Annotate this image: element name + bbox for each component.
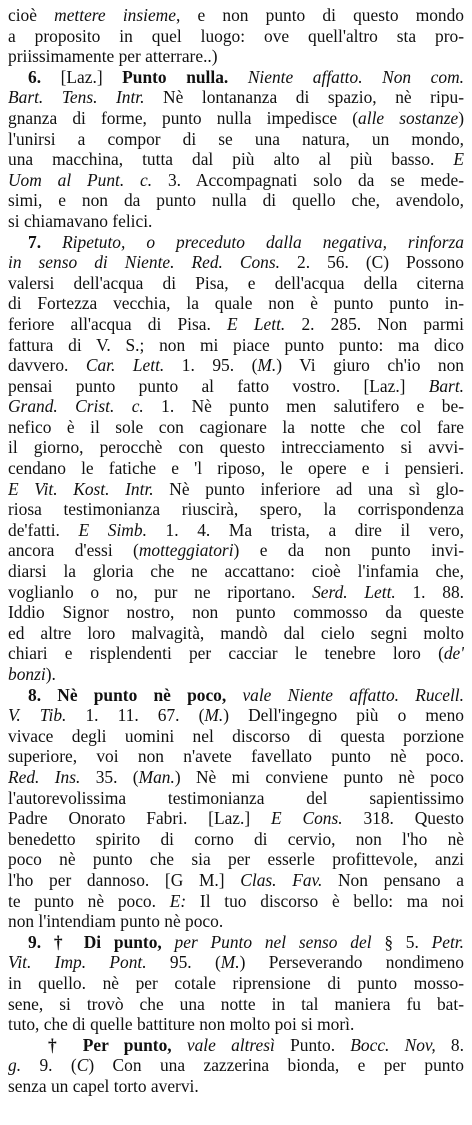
text-line: chiari e risplendenti per cacciar le tenebre loro (de' bbox=[8, 643, 464, 664]
text-line: cendano le fatiche e 'l riposo, le opere e i pensieri. bbox=[8, 458, 464, 479]
text-line: superiore, voi non n'avete favellato punto nè poco. bbox=[8, 746, 464, 767]
text-line: poco nè punto che sia per esserle profittevole, anzi bbox=[8, 849, 464, 870]
text-line: davvero. Car. Lett. 1. 95. (M.) Vi giuro ch'io non bbox=[8, 355, 464, 376]
text-line: riosa testimonianza riuscirà, spero, la corrispondenza bbox=[8, 499, 464, 520]
text-line: † Per punto, vale altresì Punto. Bocc. Nov, 8. bbox=[48, 1034, 464, 1055]
text-line: voglianlo o no, pur ne riportano. Serd. Lett. 1. 88. bbox=[8, 581, 464, 602]
text-line: ancora d'essi (motteggiatori) e da non punto invi- bbox=[8, 540, 464, 561]
text-line: gnanza di forme, punto nulla impedisce (alle sostanze) bbox=[8, 107, 464, 128]
text-line: 6. [Laz.] Punto nulla. Niente affatto. Non com. bbox=[28, 66, 464, 87]
text-line: fattura di V. S.; non mi piace punto punto: ma dico bbox=[8, 334, 464, 355]
text-line: Red. Ins. 35. (Man.) Nè mi conviene punto nè poco bbox=[8, 766, 464, 787]
text-line: Uom al Punt. c. 3. Accompagnati solo da se mede- bbox=[8, 169, 464, 190]
text-line: te punto nè poco. E: Il tuo discorso è bello: ma noi bbox=[8, 890, 464, 911]
text-line: si chiamavano felici. bbox=[8, 210, 153, 231]
text-line: valersi dell'acqua di Pisa, e dell'acqua della citerna bbox=[8, 272, 464, 293]
text-line: Iddio Signor nostro, non punto commosso da queste bbox=[8, 602, 464, 623]
text-line: Bart. Tens. Intr. Nè lontananza di spazio, nè ripu- bbox=[8, 87, 464, 108]
text-line: E Vit. Kost. Intr. Nè punto inferiore ad una sì glo- bbox=[8, 478, 464, 499]
text-line: nefico è il sole con cagionare la notte che col fare bbox=[8, 416, 464, 437]
text-line: in senso di Niente. Red. Cons. 2. 56. (C) Possono bbox=[8, 252, 464, 273]
text-line: feriore all'acqua di Pisa. E Lett. 2. 285. Non parmi bbox=[8, 313, 464, 334]
text-line: de'fatti. E Simb. 1. 4. Ma trista, a dire il vero, bbox=[8, 519, 464, 540]
text-line: vivace degli uomini nel discorso di questa porzione bbox=[8, 725, 464, 746]
text-line: 7. Ripetuto, o preceduto dalla negativa, rinforza bbox=[28, 231, 464, 252]
text-line: sene, si trovò che una notte in tal maniera fu bat- bbox=[8, 993, 464, 1014]
text-line: di Fortezza vecchia, la quale non è punto punto in- bbox=[8, 293, 464, 314]
text-line: pensai punto punto al fatto vostro. [Laz.] Bart. bbox=[8, 375, 464, 396]
text-line: una macchina, tutta dal più alto al più basso. E bbox=[8, 149, 464, 170]
text-line: in quello. nè per cotale riprensione di punto mosso- bbox=[8, 972, 464, 993]
text-line: Grand. Crist. c. 1. Nè punto men salutifero e be- bbox=[8, 396, 464, 417]
text-line: bonzi). bbox=[8, 664, 56, 684]
text-line: il giorno, perocchè con questo intrecciamento si avvi- bbox=[8, 437, 464, 458]
text-line: diarsi la gloria che ne accattano: cioè l'infamia che, bbox=[8, 561, 464, 582]
text-line: non l'intendiam punto nè poco. bbox=[8, 911, 224, 932]
text-line: priissimamente per atterrare..) bbox=[8, 46, 218, 67]
text-line: cioè mettere insieme, e non punto di questo mondo bbox=[8, 5, 464, 25]
text-line: a proposito in quel luogo: ove quell'altro sta pro- bbox=[8, 25, 464, 46]
text-line: l'autorevolissima testimonianza del sapientissimo bbox=[8, 787, 464, 808]
text-line: senza un capel torto avervi. bbox=[8, 1075, 199, 1096]
text-line: g. 9. (C) Con una zazzerina bionda, e per punto bbox=[8, 1055, 464, 1076]
text-line: benedetto spirito di corno di cervio, non l'ho nè bbox=[8, 828, 464, 849]
text-line: 8. Nè punto nè poco, vale Niente affatto. Rucell. bbox=[28, 684, 464, 705]
text-line: 9. † Di punto, per Punto nel senso del § 5. Petr. bbox=[28, 931, 464, 952]
text-line: ed altre loro malvagità, mandò dal cielo segni molto bbox=[8, 622, 464, 643]
text-line: Padre Onorato Fabri. [Laz.] E Cons. 318. Questo bbox=[8, 808, 464, 829]
text-line: l'ho per dannoso. [G M.] Clas. Fav. Non pensano a bbox=[8, 869, 464, 890]
text-line: V. Tib. 1. 11. 67. (M.) Dell'ingegno più o meno bbox=[8, 705, 464, 726]
text-line: simi, e non da punto nulla di quello che, avendolo, bbox=[8, 190, 464, 211]
text-line: l'unirsi a compor di se una natura, un mondo, bbox=[8, 128, 464, 149]
text-line: tuto, che di quelle battiture non molto poi si morì. bbox=[8, 1014, 355, 1035]
text-line: Vit. Imp. Pont. 95. (M.) Perseverando nondimeno bbox=[8, 952, 464, 973]
